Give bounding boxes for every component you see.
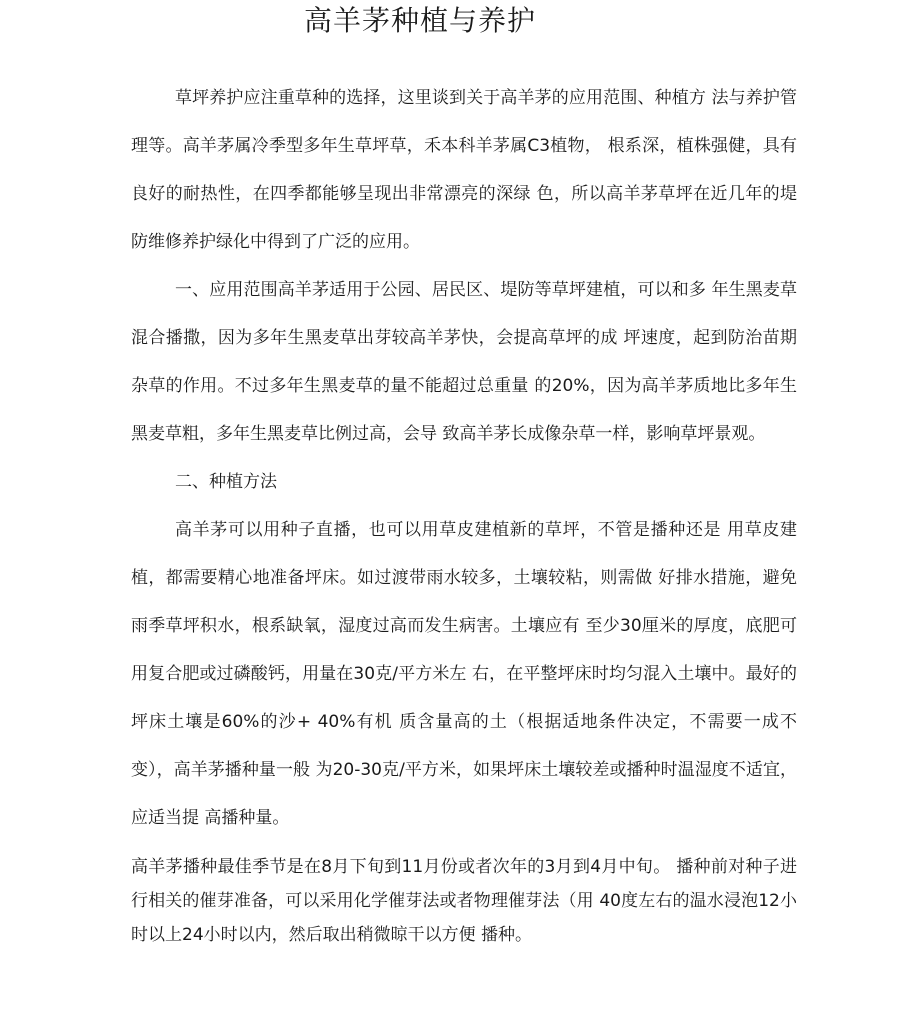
paragraph-application-scope: 一、应用范围高羊茅适用于公园、居民区、堤防等草坪建植，可以和多 年生黑麦草混合播撒，因为多年生黑麦草出芽较高羊茅快，会提高草坪的成 坪速度，起到防治苗期杂草的作用。不过多年生黑麦草的量不能超过总重量 的20%，因为高羊茅质地比多年生黑麦草粗，多年生黑麦草比例过高，会导 致高羊茅长成像杂草一样，影响草坪景观。 bbox=[131, 280, 797, 444]
document-body bbox=[131, 74, 797, 952]
paragraph-planting-method: 高羊茅可以用种子直播，也可以用草皮建植新的草坪，不管是播种还是 用草皮建植，都需要精心地准备坪床。如过渡带雨水较多，土壤较粘，则需做 好排水措施，避免雨季草坪积水，根系缺氧，湿度过高而发生病害。土壤应有 至少30厘米的厚度，底肥可用复合肥或过磷酸钙，用量在30克/平方米左 右，在平整坪床时均匀混入土壤中。最好的坪床土壤是60%的沙+ 40%有机 质含量高的土（根据适地条件决定，不需要一成不变），高羊茅播种量一般 为20-30克/平方米，如果坪床土壤较差或播种时温湿度不适宜，应适当提 高播种量。 bbox=[131, 520, 797, 828]
section-heading-planting-method: 二、种植方法 bbox=[175, 472, 277, 492]
paragraph-intro: 草坪养护应注重草种的选择，这里谈到关于高羊茅的应用范围、种植方 法与养护管理等。高羊茅属冷季型多年生草坪草，禾本科羊茅属C3植物， 根系深，植株强健，具有良好的耐热性，在四季都能够呈现出非常漂亮的深绿 色，所以高羊茅草坪在近几年的堤防维修养护绿化中得到了广泛的应用。 bbox=[131, 88, 797, 252]
document-title: 高羊茅种植与养护 bbox=[303, 4, 536, 37]
paragraph-sowing-season: 高羊茅播种最佳季节是在8月下旬到11月份或者次年的3月到4月中旬。 播种前对种子进行相关的催芽准备，可以采用化学催芽法或者物理催芽法（用 40度左右的温水浸泡12小时以上24小时以内，然后取出稍微晾干以方便 播种。 bbox=[131, 857, 797, 945]
